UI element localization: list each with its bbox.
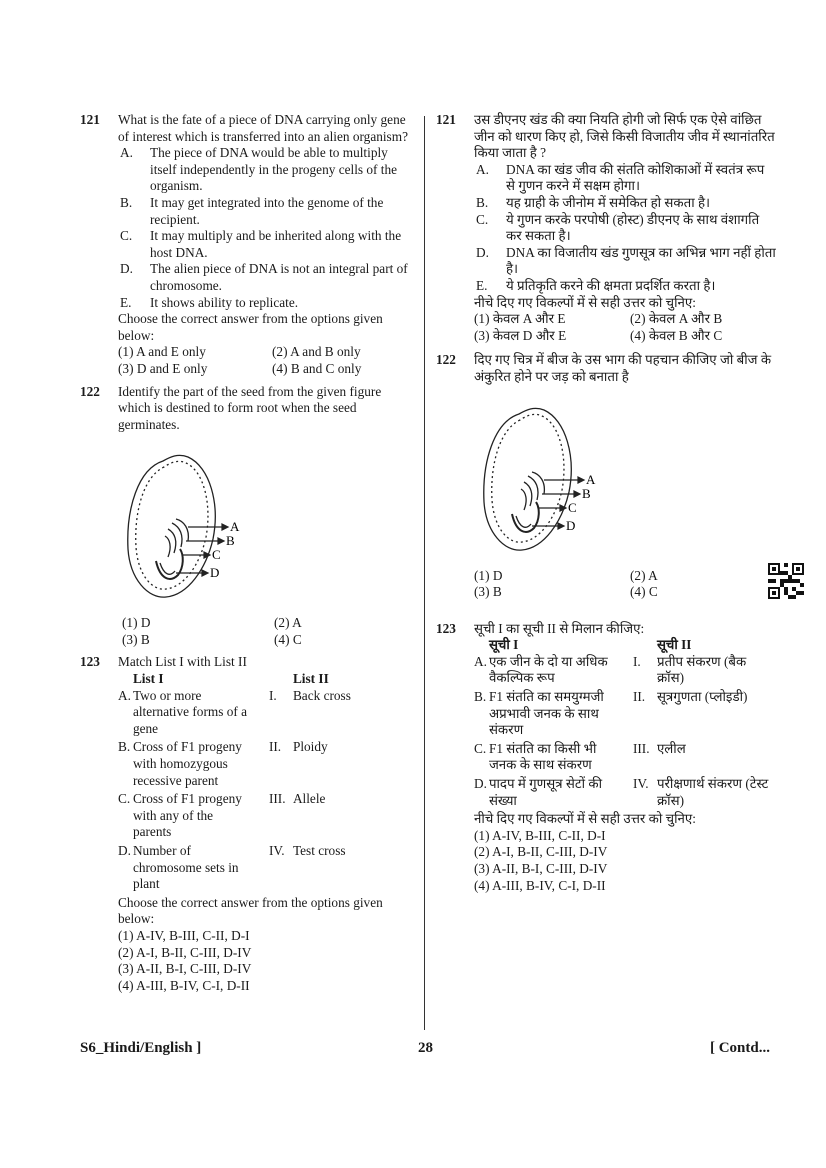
answer-option-1[interactable]: (1) A-IV, B-III, C-II, D-I [118,927,250,943]
question-121-hi [436,112,776,344]
question-stem: Identify the part of the seed from the given figure which is destined to form root when the seed germinates. [118,383,382,432]
answer-option-4[interactable]: (4) C [274,631,302,647]
match-table [474,637,776,811]
answer-option-3[interactable]: (3) B [122,631,150,647]
question-number: 121 [80,112,100,127]
match-table [118,671,416,895]
answer-option-3[interactable]: (3) A-II, B-I, C-III, D-IV [474,861,608,876]
list-ii-header: सूची II [656,637,692,653]
statement-e: E. It shows ability to replicate. [120,294,299,310]
list-i-header: List I [132,671,164,687]
answer-option-2[interactable]: (2) A [630,567,658,583]
statement-e: E. ये प्रतिकृति करने की क्षमता प्रदर्शित करता है। [476,277,716,293]
question-number: 122 [80,383,100,399]
table-row: D. Number of chromosome sets in plant IV. Test cross [118,843,346,892]
answer-options [118,344,416,377]
table-row: B. F1 संतति का समयुग्मजी अप्रभावी जनक के साथ संकरण II. सूत्रगुणता (प्लोइडी) [474,689,748,738]
label-b: B [582,485,591,501]
answer-option-2[interactable]: (2) A [274,615,302,631]
answer-option-1[interactable]: (1) A and E only [118,344,206,360]
footer-continued: [ Contd... [709,1040,770,1056]
question-123-en [80,654,416,994]
statement-a: A. DNA का खंड जीव की संतति कोशिकाओं में स्वतंत्र रूप से गुणन करने में सक्षम होगा। [476,161,765,194]
list-ii-header: List II [292,671,329,687]
column-divider [424,116,425,1030]
statement-a: A. The piece of DNA would be able to multiply itself independently in the progeny cells of the organism. [120,145,398,194]
answer-option-3[interactable]: (3) A-II, B-I, C-III, D-IV [118,961,252,977]
question-123-hi [436,621,776,895]
answer-option-2[interactable]: (2) केवल A और B [630,311,723,327]
statement-c: C. ये गुणन करके परपोषी (होस्ट) डीएनए के साथ वंशागति कर सकता है। [476,211,760,244]
answer-option-4[interactable]: (4) A-III, B-IV, C-I, D-II [118,977,250,993]
instruction: Choose the correct answer from the options given below: [118,894,383,927]
question-stem: Match List I with List II [118,654,247,670]
question-122-hi [436,352,776,600]
label-a: A [230,519,240,535]
instruction: नीचे दिए गए विकल्पों में से सही उत्तर को चुनिए: [474,294,696,310]
table-row: C. F1 संतति का किसी भी जनक के साथ संकरण III. एलील [474,740,686,773]
instruction: नीचे दिए गए विकल्पों में से सही उत्तर को चुनिए: [474,811,696,827]
question-stem: दिए गए चित्र में बीज के उस भाग की पहचान कीजिए जो बीज के अंकुरित होने पर जड़ को बनाता है [474,352,772,384]
statement-d: D. The alien piece of DNA is not an integral part of chromosome. [120,261,408,293]
question-stem: सूची I का सूची II से मिलान कीजिए: [474,620,645,636]
answer-option-3[interactable]: (3) D and E only [118,360,208,376]
answer-option-1[interactable]: (1) D [474,567,503,583]
answer-option-2[interactable]: (2) A and B only [272,344,361,360]
label-b: B [226,533,235,549]
answer-option-4[interactable]: (4) C [630,584,658,600]
label-a: A [586,471,596,487]
answer-options [118,615,416,648]
question-number: 121 [436,112,456,127]
footer-paper-code: S6_Hindi/English ] [80,1040,202,1056]
answer-option-3[interactable]: (3) केवल D और E [474,327,567,343]
answer-option-2[interactable]: (2) A-I, B-II, C-III, D-IV [118,944,252,960]
table-row: C. Cross of F1 progeny with any of the parents III. Allele [118,791,326,840]
answer-option-1[interactable]: (1) D [122,615,151,631]
question-number: 123 [436,620,456,636]
hindi-column [436,112,776,894]
page-number: 28 [418,1040,433,1056]
label-c: C [568,499,577,515]
answer-option-3[interactable]: (3) B [474,584,502,600]
question-stem: What is the fate of a piece of DNA carrying only gene of interest which is transferred into an alien organism? [118,112,408,144]
statement-c: C. It may multiply and be inherited along with the host DNA. [120,228,402,260]
question-number: 123 [80,654,100,670]
seed-figure [474,402,624,560]
statement-b: B. यह ग्राही के जीनोम में समेकित हो सकता है। [476,194,711,210]
question-121-en [80,112,416,378]
label-d: D [210,565,220,581]
list-i-header: सूची I [488,637,519,653]
instruction: Choose the correct answer from the options given below: [118,311,383,343]
answer-option-2[interactable]: (2) A-I, B-II, C-III, D-IV [474,844,608,860]
answer-options [474,311,776,344]
qr-code-icon [768,563,804,599]
english-column [80,112,416,994]
answer-option-1[interactable]: (1) केवल A और E [474,311,566,327]
statement-d: D. DNA का विजातीय खंड गुणसूत्र का अभिन्न भाग नहीं होता है। [476,244,776,277]
answer-option-4[interactable]: (4) A-III, B-IV, C-I, D-II [474,877,606,893]
answer-option-4[interactable]: (4) B and C only [272,360,362,376]
seed-figure [118,449,268,607]
table-row: D. पादप में गुणसूत्र सेटों की संख्या IV. परीक्षणार्थ संकरण (टेस्ट क्रॉस) [474,776,769,808]
table-row: B. Cross of F1 progeny with homozygous recessive parent II. Ploidy [118,739,328,788]
question-122-en [80,384,416,649]
answer-options [474,568,776,601]
table-row: A. एक जीन के दो या अधिक वैकल्पिक रूप I. प्रतीप संकरण (बैक क्रॉस) [474,653,747,686]
label-c: C [212,547,221,563]
question-number: 122 [436,352,456,368]
label-d: D [566,517,576,533]
answer-option-4[interactable]: (4) केवल B और C [630,327,723,343]
statement-b: B. It may get integrated into the genome of the recipient. [120,194,384,227]
answer-option-1[interactable]: (1) A-IV, B-III, C-II, D-I [474,827,606,843]
table-row: A. Two or more alternative forms of a gene I. Back cross [118,687,351,736]
question-stem: उस डीएनए खंड की क्या नियति होगी जो सिर्फ एक ऐसे वांछित जीन को धारण किए हो, जिसे किसी विजातीय जीव में स्थानांतरित किया जाता है ? [474,112,775,161]
